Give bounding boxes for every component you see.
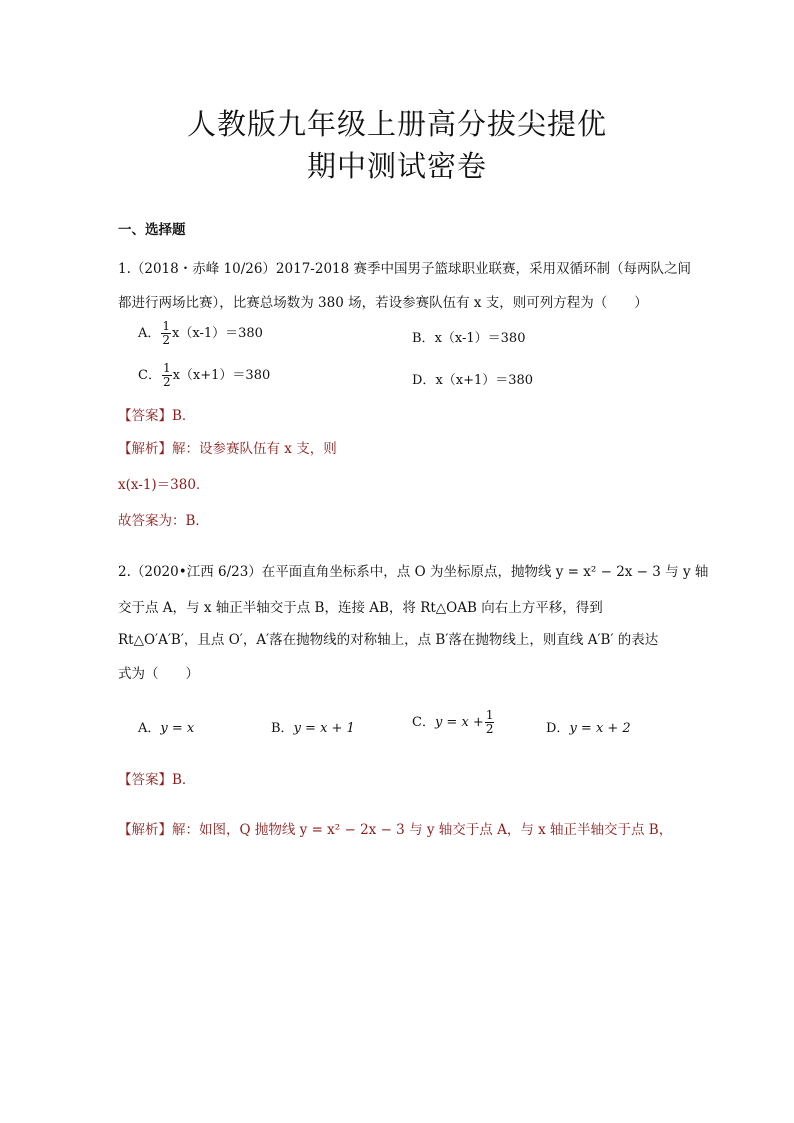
q1-option-b [412,327,525,346]
q1-stem-line1: 1.（2018・赤峰 10/26）2017-2018 赛季中国男子篮球职业联赛，采用双循环制（每两队之间 [118,261,691,277]
numerator: 1 [485,708,494,722]
answer-value: B． [172,408,196,424]
fraction [162,362,172,389]
option-text: y = x [160,721,195,736]
option-label: D． [412,373,436,388]
q2-stem-line4: 式为（ ） [118,666,199,682]
option-label: A． [138,721,161,736]
q2-analysis [118,818,672,838]
answer-value: B． [172,772,196,788]
option-text: x（x-1）＝380 [434,331,526,346]
numerator: 1 [162,319,171,333]
q1-answer [118,404,195,424]
denominator: 2 [162,375,171,389]
denominator: 2 [162,333,171,347]
option-text: x（x-1）＝380 [172,326,263,341]
analysis-label: 【解析】 [118,441,172,457]
q2-answer [118,768,195,788]
q2-stem-line3: Rt△O′A′B′，且点 O′，A′落在抛物线的对称轴上，点 B′落在抛物线上，则直线 A′B′ 的表达 [118,632,659,648]
option-text: y = x + [434,715,484,730]
option-text: y = x + 2 [569,721,631,736]
option-label: A． [138,326,161,341]
answer-label: 【答案】 [118,408,172,424]
q1-option-c [138,362,270,389]
option-text: x（x+1）＝380 [435,373,534,388]
document-subtitle: 期中测试密卷 [306,149,487,183]
option-label: C． [412,715,435,730]
analysis-text: 解：设参赛队伍有 x 支，则 [172,441,337,457]
numerator: 1 [162,361,171,375]
option-text: x（x+1）＝380 [172,368,271,383]
q1-analysis [118,437,337,457]
q1-conclusion: 故答案为：B． [118,513,209,529]
q2-stem-line2: 交于点 A，与 x 轴正半轴交于点 B，连接 AB，将 Rt△OAB 向右上方平移，得到 [118,600,603,616]
q1-option-a [138,320,263,347]
q2-stem-line1: 2.（2020•江西 6/23）在平面直角坐标系中，点 O 为坐标原点，抛物线 y = x² − 2x − 3 与 y 轴 [118,564,709,580]
q2-option-d [546,717,631,736]
section-heading: 一、选择题 [118,222,186,238]
option-label: B． [271,721,294,736]
analysis-text: 解：如图，Q 抛物线 y = x² − 2x − 3 与 y 轴交于点 A，与 x 轴正半轴交于点 B， [172,822,673,838]
document-title: 人教版九年级上册高分拔尖提优 [186,107,607,141]
analysis-label: 【解析】 [118,822,172,838]
option-label: C． [138,368,161,383]
q2-option-c [412,709,495,736]
q2-option-a [138,717,194,736]
option-label: D． [546,721,570,736]
fraction [485,709,495,736]
q1-equation: x(x-1)＝380． [118,477,210,493]
answer-label: 【答案】 [118,772,172,788]
fraction [161,320,171,347]
option-text: y = x + 1 [293,721,355,736]
q1-stem-line2: 都进行两场比赛），比赛总场数为 380 场，若设参赛队伍有 x 支，则可列方程为（ ） [118,295,648,311]
option-label: B． [412,331,435,346]
q2-option-b [271,717,355,736]
denominator: 2 [485,722,494,736]
q1-option-d [412,369,533,388]
